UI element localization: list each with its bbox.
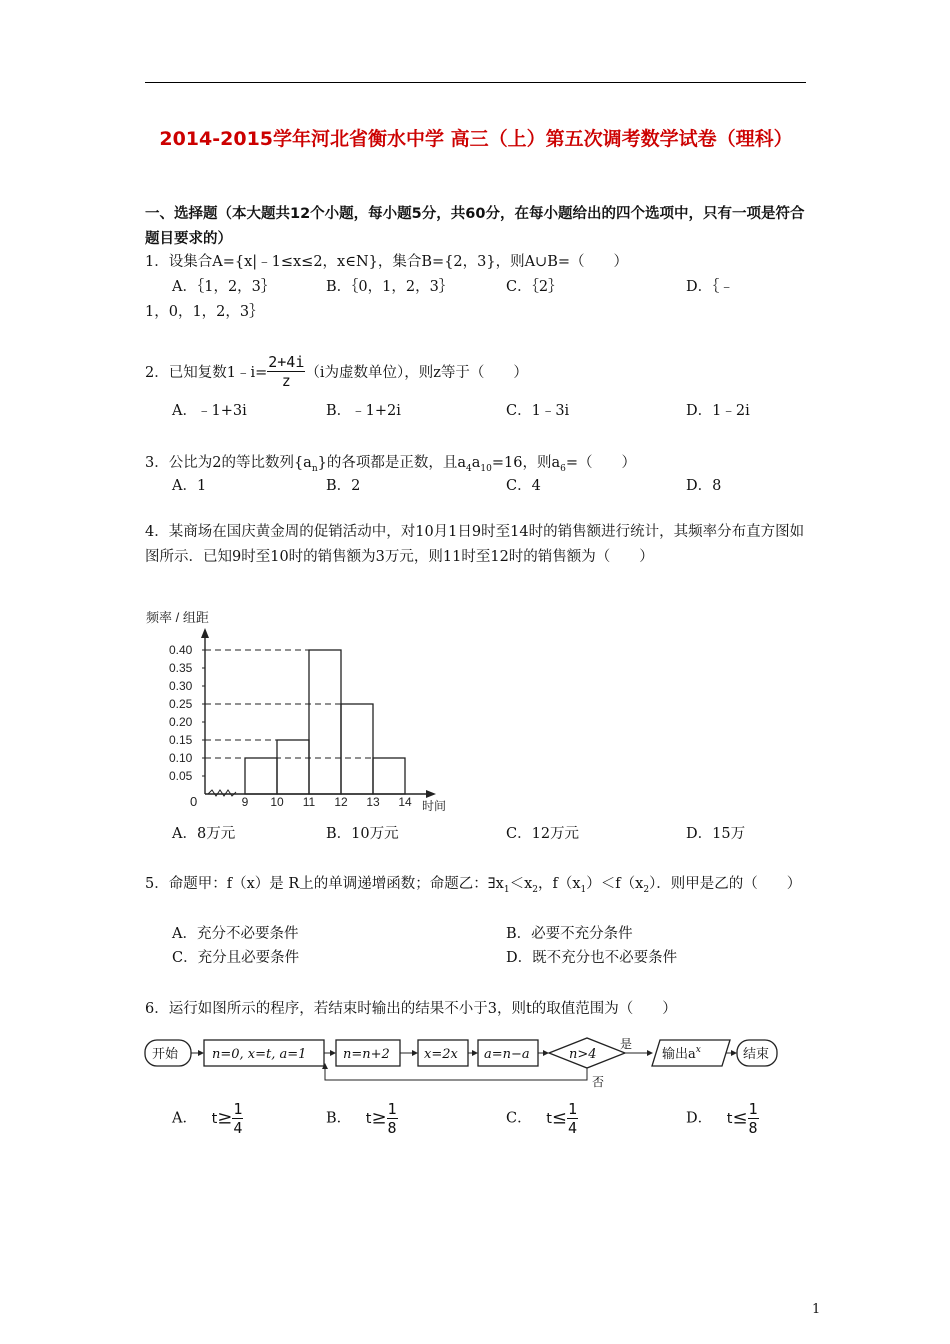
header-rule — [145, 82, 806, 83]
q6-option-c-var: t — [546, 1110, 552, 1127]
q5-sub-1: 1 — [503, 884, 510, 895]
flow-arrowhead — [731, 1050, 737, 1056]
q6-option-a-fraction — [232, 1100, 243, 1137]
histogram-bar — [373, 758, 405, 794]
q6-option-d — [686, 1100, 759, 1137]
q5-option-b: B．必要不充分条件 — [506, 926, 633, 942]
flow-end-label: 结束 — [743, 1047, 770, 1062]
flow-arrowhead — [412, 1050, 418, 1056]
q5-text-3: ，f（x — [538, 876, 581, 892]
page-number: 1 — [812, 1302, 821, 1317]
q5-text-2: ＜x — [509, 876, 533, 892]
histogram-bar — [277, 740, 309, 794]
q2-fraction-denominator: z — [281, 372, 291, 390]
y-tick-label: 0.15 — [169, 733, 193, 747]
flow-output-superscript: x — [695, 1045, 701, 1055]
q2-option-b: B．﹣1+2i — [326, 403, 401, 419]
flow-arrowhead — [198, 1050, 204, 1056]
q6-option-b-numerator: 1 — [387, 1100, 397, 1118]
section-heading: 一、选择题（本大题共12个小题，每小题5分，共60分，在每小题给出的四个选项中，只有一项是符合题目要求的） — [145, 206, 805, 247]
axis-break-mark — [208, 790, 236, 796]
q5-text-4: ）＜f（x — [586, 876, 644, 892]
q6-option-a-denominator: 4 — [233, 1119, 243, 1137]
q2-stem-suffix: （i为虚数单位），则z等于（ ） — [305, 365, 528, 381]
flow-loop-back-line — [325, 1066, 587, 1080]
q2-stem-prefix: 2．已知复数1﹣i= — [145, 365, 268, 381]
q3-text-5: =（ ） — [565, 455, 636, 471]
flow-init-label: n=0, x=t, a=1 — [212, 1047, 307, 1062]
x-tick-label: 10 — [270, 795, 284, 809]
y-tick-label: 0.25 — [169, 697, 193, 711]
chart-origin-label: 0 — [190, 794, 198, 809]
q6-option-d-denominator: 8 — [748, 1119, 758, 1137]
q6-option-d-fraction — [748, 1100, 759, 1137]
q6-option-a-var: t — [211, 1110, 218, 1127]
q6-option-a-label: A． — [172, 1110, 197, 1127]
q5-sub-4: 2 — [643, 884, 650, 895]
q6-option-b-denominator: 8 — [387, 1119, 397, 1137]
flow-yes-label: 是 — [620, 1037, 633, 1051]
q6-option-a-relation: ≥ — [217, 1107, 233, 1129]
histogram-bar — [245, 758, 277, 794]
x-tick-label: 9 — [241, 795, 249, 809]
question-4-stem: 4．某商场在国庆黄金周的促销活动中，对10月1日9时至14时的销售额进行统计，其频率分布直方图如图所示．已知9时至10时的销售额为3万元，则11时至12时的销售额为（ ） — [145, 524, 805, 565]
chart-x-axis-label: 时间 — [422, 799, 447, 813]
q5-option-d: D．既不充分也不必要条件 — [506, 950, 678, 966]
q2-fraction — [267, 353, 305, 390]
q3-option-b: B．2 — [326, 478, 361, 494]
q4-option-d: D．15万 — [686, 826, 746, 842]
y-axis-arrow — [201, 628, 209, 638]
question-1-stem: 1．设集合A={x|﹣1≤x≤2，x∈N}，集合B={2，3}，则A∪B=（ ） — [145, 254, 629, 270]
flow-step-x-label: x=2x — [424, 1047, 458, 1062]
x-tick-label: 12 — [334, 795, 348, 809]
q6-option-b — [326, 1100, 398, 1137]
flow-no-label: 否 — [592, 1075, 605, 1089]
q4-option-c: C．12万元 — [506, 826, 580, 842]
q3-sub-1: n — [311, 463, 318, 474]
flow-output-text: 输出a — [662, 1047, 696, 1062]
y-tick-label: 0.30 — [169, 679, 193, 693]
q1-option-b: B．｛0，1，2，3｝ — [326, 279, 454, 295]
q2-fraction-numerator: 2+4i — [268, 353, 305, 371]
q2-option-a: A．﹣1+3i — [172, 403, 247, 419]
question-3-stem — [145, 451, 636, 474]
q3-option-d: D．8 — [686, 478, 722, 494]
q6-option-c-label: C． — [506, 1110, 532, 1127]
q6-option-b-relation: ≥ — [371, 1107, 387, 1129]
q6-option-c-fraction — [567, 1100, 578, 1137]
y-tick-label: 0.40 — [169, 643, 193, 657]
flow-arrowhead — [330, 1050, 336, 1056]
y-tick-label: 0.05 — [169, 769, 193, 783]
q6-option-c-denominator: 4 — [568, 1119, 578, 1137]
q2-option-d: D．1﹣2i — [686, 403, 750, 419]
x-tick-label: 14 — [398, 795, 412, 809]
q6-option-d-label: D． — [686, 1110, 713, 1127]
x-tick-label: 13 — [366, 795, 380, 809]
flow-arrowhead — [647, 1050, 653, 1056]
flow-arrowhead — [472, 1050, 478, 1056]
q6-option-b-var: t — [365, 1110, 372, 1127]
q3-text-1: 3．公比为2的等比数列{a — [145, 455, 312, 471]
y-tick-label: 0.10 — [169, 751, 193, 765]
chart-y-axis-label: 频率 / 组距 — [146, 610, 209, 625]
question-2-stem — [145, 353, 528, 390]
flow-output-label — [662, 1045, 701, 1062]
q3-text-3: a — [471, 455, 481, 471]
q6-option-c-numerator: 1 — [568, 1100, 578, 1118]
q3-sub-3: 10 — [480, 463, 492, 474]
question-6-stem: 6．运行如图所示的程序，若结束时输出的结果不小于3，则t的取值范围为（ ） — [145, 1001, 677, 1017]
q4-option-b: B．10万元 — [326, 826, 399, 842]
question-5-stem — [145, 872, 810, 902]
q5-sub-3: 1 — [580, 884, 587, 895]
program-flowchart — [140, 1034, 780, 1090]
y-tick-label: 0.35 — [169, 661, 193, 675]
histogram-bar — [309, 650, 341, 794]
x-axis-arrow — [426, 790, 436, 798]
flow-decision-label: n>4 — [569, 1047, 597, 1062]
q6-option-c-relation: ≤ — [551, 1107, 567, 1129]
q4-option-a: A．8万元 — [172, 826, 236, 842]
q1-option-a: A．｛1，2，3｝ — [172, 279, 276, 295]
q6-option-c — [506, 1100, 578, 1137]
x-tick-label: 11 — [302, 795, 316, 809]
q3-sub-2: 4 — [466, 463, 472, 474]
flow-step-a-label: a=n−a — [484, 1047, 530, 1062]
q1-option-d-continued: 1，0，1，2，3｝ — [145, 304, 264, 320]
q3-option-c: C．4 — [506, 478, 541, 494]
flow-step-n-label: n=n+2 — [343, 1047, 390, 1062]
histogram-bar — [341, 704, 373, 794]
histogram-chart — [140, 604, 460, 814]
q3-sub-4: 6 — [560, 463, 566, 474]
q6-option-b-fraction — [387, 1100, 398, 1137]
q6-option-d-numerator: 1 — [748, 1100, 758, 1118]
q6-option-d-relation: ≤ — [732, 1107, 748, 1129]
exam-title: 2014-2015学年河北省衡水中学 高三（上）第五次调考数学试卷（理科） — [159, 128, 793, 150]
q5-option-a: A．充分不必要条件 — [172, 926, 299, 942]
q6-option-a — [172, 1100, 243, 1137]
q2-option-c: C．1﹣3i — [506, 403, 570, 419]
q6-option-d-var: t — [726, 1110, 733, 1127]
q1-option-d: D．｛﹣ — [686, 279, 734, 295]
q3-option-a: A．1 — [172, 478, 207, 494]
q5-sub-2: 2 — [532, 884, 538, 895]
q3-text-2: }的各项都是正数，且a — [317, 455, 466, 471]
q3-text-4: =16，则a — [491, 455, 561, 471]
q5-text-5: ）．则甲是乙的（ ） — [649, 876, 802, 892]
flow-start-label: 开始 — [152, 1047, 179, 1062]
q5-option-c: C．充分且必要条件 — [172, 950, 300, 966]
q1-option-c: C．｛2｝ — [506, 279, 563, 295]
q5-text-1: 5．命题甲：f（x）是 R上的单调递增函数；命题乙：∃x — [145, 876, 504, 892]
q6-option-b-label: B． — [326, 1110, 352, 1127]
q6-option-a-numerator: 1 — [233, 1100, 243, 1118]
y-tick-label: 0.20 — [169, 715, 193, 729]
